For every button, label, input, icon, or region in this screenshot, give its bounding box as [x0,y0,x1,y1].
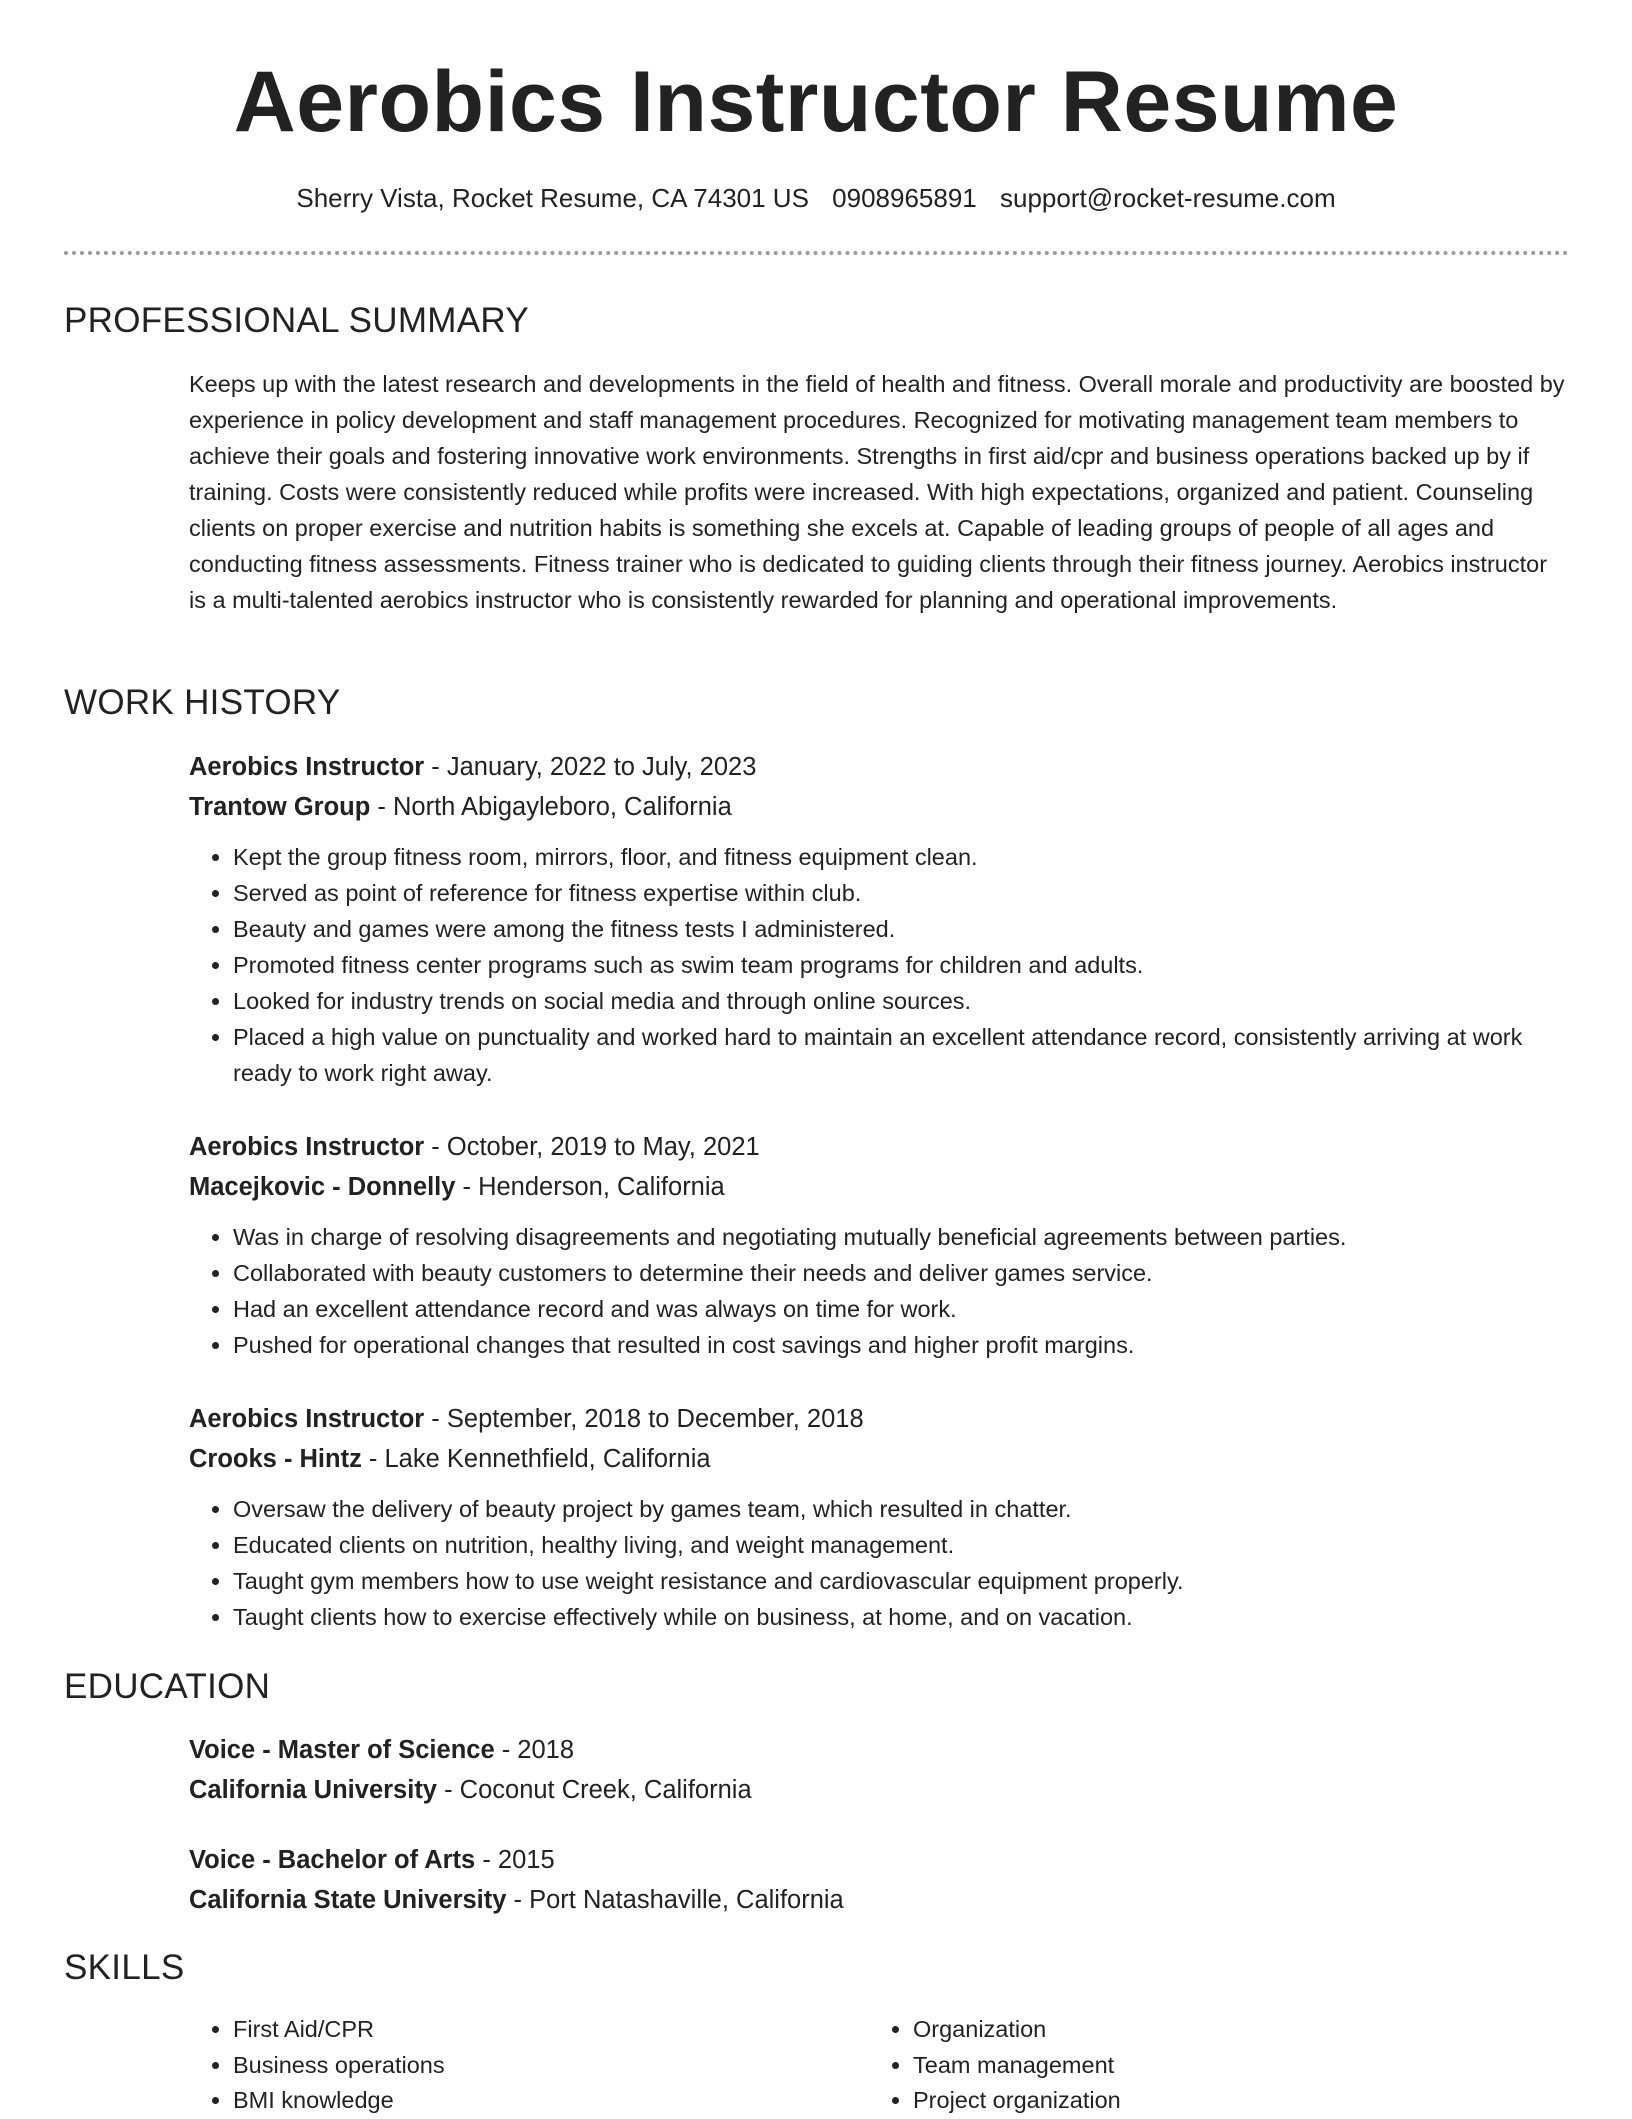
job-bullet: • Beauty and games were among the fitness tests I administered. [233,911,1569,947]
education-degree-line [189,1730,1569,1770]
section-title-skills: SKILLS [64,1948,185,1987]
contact-line [0,180,1632,216]
education-degree: Voice - Master of Science [189,1736,495,1764]
education-degree-line [189,1840,1569,1880]
job-dates: - September, 2018 to December, 2018 [424,1405,864,1433]
job-bullet: • Served as point of reference for fitness expertise within club. [233,875,1569,911]
skills-list [869,2012,1469,2119]
job-bullets [189,1491,1569,1635]
header-divider [64,251,1569,255]
skill-item: • Project organization [913,2083,1469,2119]
skills-list [189,2012,789,2119]
job-company: Crooks - Hintz [189,1445,362,1473]
job-company-line [189,1439,1569,1479]
education-entry [189,1730,1569,1810]
job-bullet: • Educated clients on nutrition, healthy living, and weight management. [233,1527,1569,1563]
skill-item: • Organization [913,2012,1469,2048]
job-company-line [189,787,1569,827]
education-school: California University [189,1776,437,1804]
section-title-work-history: WORK HISTORY [64,683,341,722]
contact-phone: 0908965891 [832,183,977,213]
education-location: - Coconut Creek, California [437,1776,752,1804]
contact-address: Sherry Vista, Rocket Resume, CA 74301 US [296,183,809,213]
job-dates: - January, 2022 to July, 2023 [424,753,757,781]
section-title-summary: PROFESSIONAL SUMMARY [64,301,529,340]
education-year: - 2018 [494,1736,575,1764]
job-company: Macejkovic - Donnelly [189,1173,456,1201]
job-entry [189,1399,1569,1635]
skill-item: • Team management [913,2048,1469,2084]
skill-item: • Business operations [233,2048,789,2084]
education-entry [189,1840,1569,1920]
job-title-line [189,747,1569,787]
job-company-line [189,1167,1569,1207]
skills-column-left [189,2012,789,2119]
education-degree: Voice - Bachelor of Arts [189,1846,476,1874]
summary-text: Keeps up with the latest research and developments in the field of health and fitness. Overall morale and productivity are boosted by experience in policy development and staff management procedures. Recognized for motivating management team members to achieve their goals and fostering innovative work environments. Strengths in first aid/cpr and business operations backed up by if training. Costs were consistently reduced while profits were increased. With high expectations, organized and patient. Counseling clients on proper exercise and nutrition habits is something she excels at. Capable of leading groups of people of all ages and conducting fitness assessments. Fitness trainer who is dedicated to guiding clients through their fitness journey. Aerobics instructor is a multi-talented aerobics instructor who is consistently rewarded for planning and operational improvements. [189,371,1565,613]
education-school: California State University [189,1886,507,1914]
job-bullet: • Oversaw the delivery of beauty project by games team, which resulted in chatter. [233,1491,1569,1527]
job-location: - North Abigayleboro, California [370,793,732,821]
job-company: Trantow Group [189,793,371,821]
job-bullet: • Had an excellent attendance record and was always on time for work. [233,1291,1569,1327]
job-bullet: • Pushed for operational changes that resulted in cost savings and higher profit margins. [233,1327,1569,1363]
section-title-education: EDUCATION [64,1667,271,1706]
skill-item: • First Aid/CPR [233,2012,789,2048]
job-title-line [189,1399,1569,1439]
job-title: Aerobics Instructor [189,1405,425,1433]
job-dates: - October, 2019 to May, 2021 [424,1133,760,1161]
job-bullet: • Placed a high value on punctuality and worked hard to maintain an excellent attendance record, consistently arriving at work ready to work right away. [233,1019,1569,1091]
job-bullet: • Kept the group fitness room, mirrors, floor, and fitness equipment clean. [233,839,1569,875]
resume-title: Aerobics Instructor Resume [233,54,1399,150]
job-location: - Lake Kennethfield, California [361,1445,711,1473]
education-school-line [189,1880,1569,1920]
job-bullets [189,1219,1569,1363]
skill-item: • BMI knowledge [233,2083,789,2119]
job-bullet: • Promoted fitness center programs such as swim team programs for children and adults. [233,947,1569,983]
job-title: Aerobics Instructor [189,753,425,781]
education-school-line [189,1770,1569,1810]
skills-column-right [869,2012,1469,2119]
job-bullets [189,839,1569,1091]
job-title-line [189,1127,1569,1167]
job-title: Aerobics Instructor [189,1133,425,1161]
job-entry [189,747,1569,1091]
job-bullet: • Collaborated with beauty customers to determine their needs and deliver games service. [233,1255,1569,1291]
job-location: - Henderson, California [455,1173,725,1201]
education-location: - Port Natashaville, California [506,1886,844,1914]
job-bullet: • Looked for industry trends on social media and through online sources. [233,983,1569,1019]
job-entry [189,1127,1569,1363]
job-bullet: • Taught clients how to exercise effectively while on business, at home, and on vacation. [233,1599,1569,1635]
contact-email: support@rocket-resume.com [1000,183,1336,213]
education-year: - 2015 [475,1846,555,1874]
job-bullet: • Taught gym members how to use weight resistance and cardiovascular equipment properly. [233,1563,1569,1599]
job-bullet: • Was in charge of resolving disagreements and negotiating mutually beneficial agreements between parties. [233,1219,1569,1255]
